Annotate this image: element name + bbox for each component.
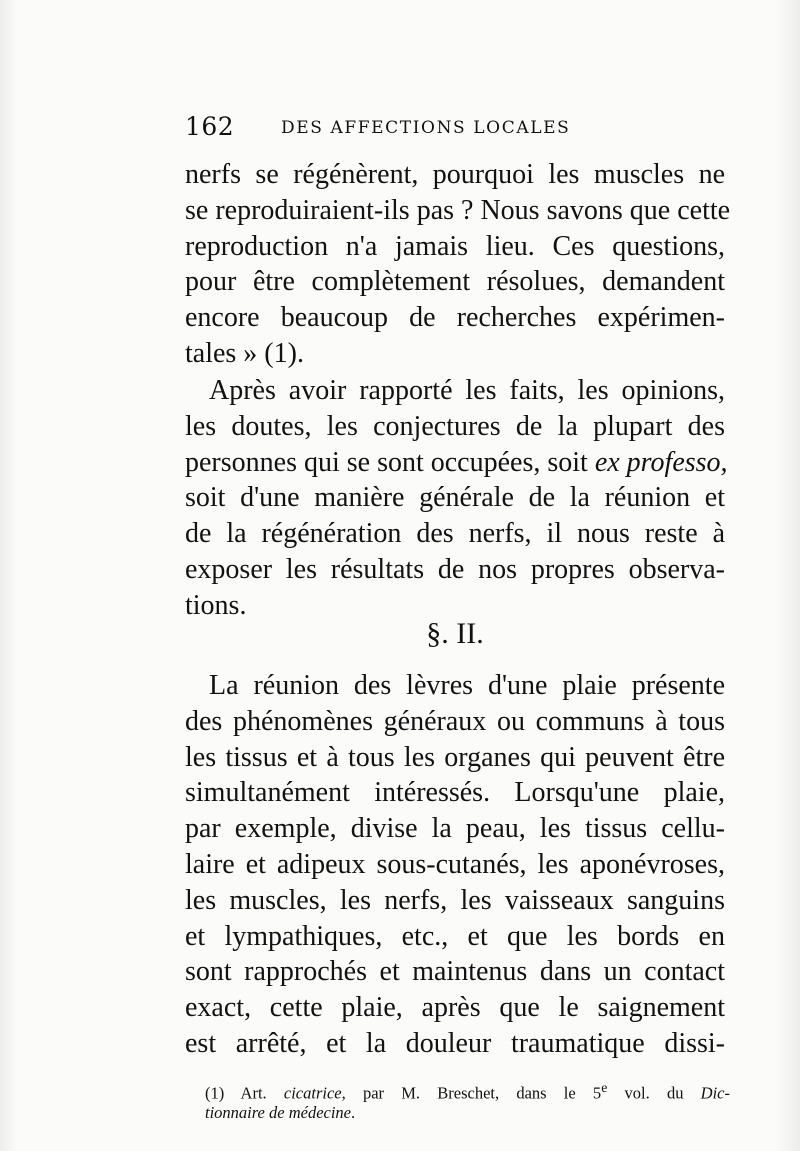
section-heading: §. II.: [426, 617, 484, 650]
text-line: les muscles, les nerfs, les vaisseaux sanguins: [185, 884, 725, 916]
page-right-shadow: [776, 0, 800, 1151]
text-line-with-italic: [185, 445, 728, 481]
text-line: exact, cette plaie, après que le saignement: [185, 992, 725, 1024]
text-line: se reproduiraient-ils pas ? Nous savons que cette: [185, 194, 731, 226]
running-head: DES AFFECTIONS LOCALES: [281, 118, 571, 138]
italic-phrase: ex professo,: [594, 446, 728, 478]
footnote-text: .: [351, 1103, 356, 1122]
text-line: reproduction n'a jamais lieu. Ces questions,: [185, 230, 725, 262]
text-line: par exemple, divise la peau, les tissus cellu-: [185, 813, 725, 845]
text-line: tales » (1).: [185, 337, 304, 369]
text-line: exposer les résultats de nos propres observa-: [185, 553, 725, 585]
page-header: [185, 112, 725, 146]
footnote: [205, 1075, 730, 1125]
footnote-line: [205, 1075, 730, 1103]
text-line: de la régénération des nerfs, il nous reste à: [185, 518, 725, 550]
text-line: nerfs se régénèrent, pourquoi les muscles ne: [185, 159, 725, 190]
paragraph-apres-avoir: [185, 373, 728, 624]
text-line: est arrêté, et la douleur traumatique dissi-: [185, 1027, 725, 1059]
paragraph-la-reunion: [185, 668, 725, 1062]
text-line: tions.: [185, 589, 247, 621]
text-line: des phénomènes généraux ou communs à tous: [185, 705, 725, 737]
text-line: simultanément intéressés. Lorsqu'une plaie,: [185, 777, 725, 809]
text-line: La réunion des lèvres d'une plaie présente: [209, 670, 725, 701]
footnote-line: [205, 1100, 730, 1125]
footnote-marker: (1) Art.: [205, 1083, 284, 1103]
footnote-text: vol. du: [607, 1083, 701, 1103]
text-line: Après avoir rapporté les faits, les opinions,: [209, 375, 725, 406]
footnote-italic-title: Dic-: [700, 1083, 730, 1103]
text-line: pour être complètement résolues, demandent: [185, 266, 725, 298]
footnote-text: , par M. Breschet, dans le 5: [341, 1083, 602, 1103]
paragraph-continuation: [185, 157, 731, 372]
page-left-shadow: [0, 0, 18, 1151]
text-line: les doutes, les conjectures de la plupart des: [185, 410, 725, 442]
text-line: et lympathiques, etc., et que les bords en: [185, 920, 725, 952]
text-segment: personnes qui se sont occupées, soit: [185, 446, 595, 478]
text-line: les tissus et à tous les organes qui peuvent être: [185, 741, 725, 773]
text-line: laire et adipeux sous-cutanés, les aponévroses,: [185, 848, 725, 880]
text-line: encore beaucoup de recherches expérimen-: [185, 302, 725, 334]
footnote-superscript: e: [601, 1080, 608, 1095]
footnote-italic-term: cicatrice: [283, 1083, 342, 1103]
text-line: soit d'une manière générale de la réunion et: [185, 482, 725, 514]
text-line: sont rapprochés et maintenus dans un contact: [185, 956, 725, 988]
page-number: 162: [185, 112, 235, 141]
footnote-italic-title: tionnaire de médecine: [205, 1103, 352, 1122]
